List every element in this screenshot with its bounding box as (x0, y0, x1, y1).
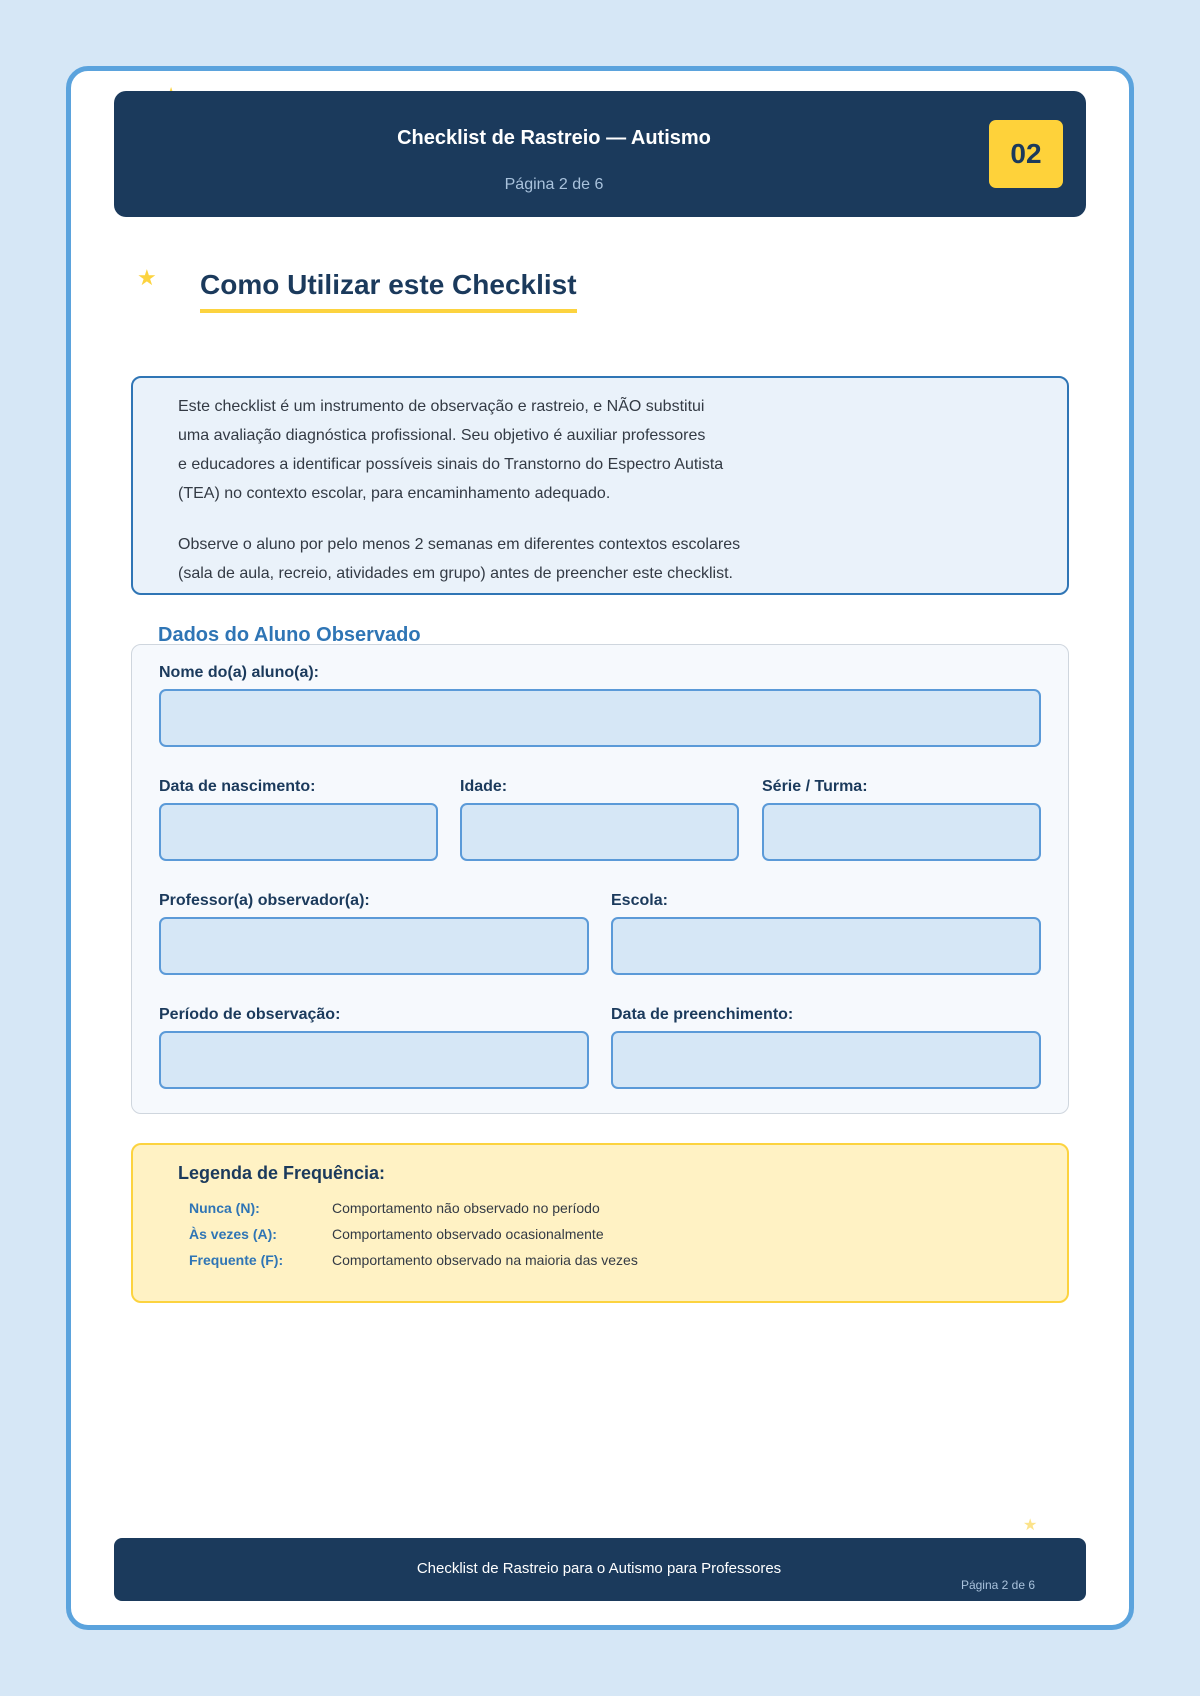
observation-period-label: Período de observação: (159, 1006, 341, 1023)
observation-period-input[interactable] (159, 1031, 589, 1089)
document-page (66, 66, 1134, 1630)
age-input[interactable] (460, 803, 739, 861)
birth-date-input[interactable] (159, 803, 438, 861)
teacher-observer-label: Professor(a) observador(a): (159, 892, 370, 909)
star-icon: ★ (1023, 1517, 1038, 1534)
intro-paragraph-1 (178, 392, 1067, 508)
star-icon: ★ (137, 265, 157, 290)
section-title: Como Utilizar este Checklist (200, 269, 577, 313)
intro-paragraph-2 (178, 530, 1067, 588)
page-footer (114, 1538, 1086, 1601)
teacher-observer-input[interactable] (159, 917, 589, 975)
birth-date-label: Data de nascimento: (159, 778, 316, 795)
legend-key: Nunca (N): (189, 1200, 260, 1216)
student-name-label: Nome do(a) aluno(a): (159, 664, 319, 681)
school-input[interactable] (611, 917, 1041, 975)
legend-title: Legenda de Frequência: (178, 1163, 386, 1183)
intro-line: Este checklist é um instrumento de observação e rastreio, e NÃO substitui (178, 398, 705, 415)
header-page-indicator: Página 2 de 6 (504, 176, 604, 193)
student-data-title: Dados do Aluno Observado (158, 624, 421, 646)
legend-key: Às vezes (A): (189, 1226, 277, 1242)
page-number-badge: 02 (989, 120, 1063, 188)
legend-description: Comportamento não observado no período (332, 1200, 600, 1216)
grade-class-label: Série / Turma: (762, 778, 868, 795)
header-title: Checklist de Rastreio — Autismo (397, 127, 711, 149)
legend-description: Comportamento observado ocasionalmente (332, 1226, 604, 1242)
legend-description: Comportamento observado na maioria das vezes (332, 1252, 638, 1268)
student-name-input[interactable] (159, 689, 1041, 747)
footer-title: Checklist de Rastreio para o Autismo para Professores (416, 1560, 782, 1577)
intro-line: (TEA) no contexto escolar, para encaminhamento adequado. (178, 485, 611, 502)
intro-line: uma avaliação diagnóstica profissional. Seu objetivo é auxiliar professores (178, 427, 706, 444)
page-header (114, 91, 1086, 217)
age-label: Idade: (460, 778, 508, 795)
frequency-legend (131, 1143, 1069, 1303)
student-data-form (131, 644, 1069, 1114)
school-label: Escola: (611, 892, 668, 909)
intro-notice-box (131, 376, 1069, 595)
footer-page-number: Página 2 de 6 (960, 1578, 1035, 1592)
intro-line: (sala de aula, recreio, atividades em grupo) antes de preencher este checklist. (178, 565, 733, 582)
fill-date-input[interactable] (611, 1031, 1041, 1089)
intro-line: Observe o aluno por pelo menos 2 semanas em diferentes contextos escolares (178, 536, 741, 553)
grade-class-input[interactable] (762, 803, 1041, 861)
intro-line: e educadores a identificar possíveis sinais do Transtorno do Espectro Autista (178, 456, 724, 473)
legend-key: Frequente (F): (189, 1252, 284, 1268)
fill-date-label: Data de preenchimento: (611, 1006, 794, 1023)
